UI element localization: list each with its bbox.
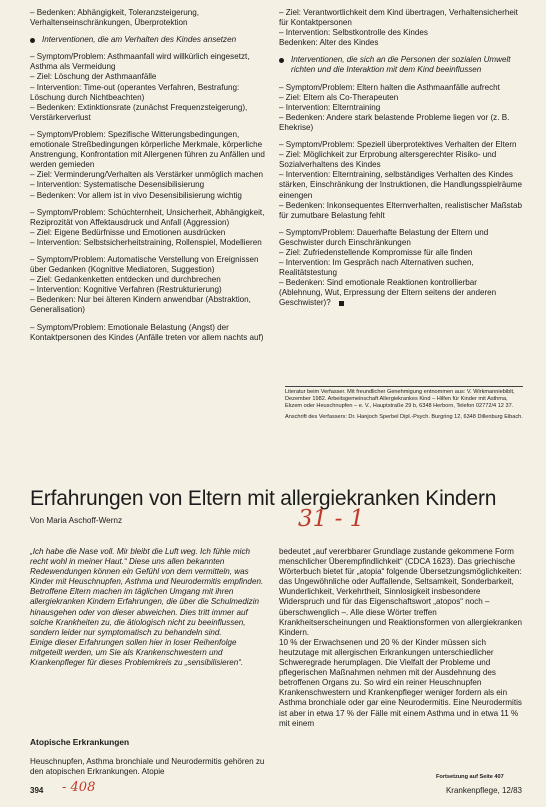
article-author: Von Maria Aschoff-Wernz: [30, 516, 123, 525]
symptom-block-text: – Symptom/Problem: Asthmaanfall wird willkürlich eingesetzt, Asthma als Vermeidung – Ziel: Löschung der Asthmaanfälle – Intervention: Time-out (operantes Verfahren, Bestrafung: Löschung durch Nichtbeachten) – Bedenken: Extinktionsrate (zunächst Frequenzsteigerung), Verstärkerverlust: [30, 52, 250, 122]
article-right-column: [279, 547, 522, 730]
right-body-text: bedeutet „auf vererbbarer Grundlage zustande gekommene Form menschlicher Überempfindlichkeit“ (CDCA 1623). Das griechische Wörterbuch bietet für „atopia“ folgende Übersetzungsmöglichkeiten: das Ungewöhnliche oder Auffallende, Seltsamkeit, Sonderbarkeit, Wunderlichkeit, Verkehrtheit, Sinnlosigkeit insbesondere Widerspruch und für das Eigenschaftswort „atopos“ noch – überschwenglich –. Alle diese Wörter treffen Krankheitserscheinungen und Reaktionsformen von allergiekranken Kindern. 10 % der Erwachsenen und 20 % der Kinder müssen sich heutzutage mit allergischen Erkrankungen unterschiedlicher Schweregrade herumplagen. Die Vielfalt der Probleme und pflegerischen Maßnahmen nehmen mit der Ausdehnung des betroffenen Organs zu. So wird ein reiner Heuschnupfen Krankenschwestern und Krankenpfleger weniger fordern als ein Asthma bronchiale oder gar eine Neurodermitis. Eine Neurodermitis ist aber in etwa 17 % der Fälle mit einem Asthma und in etwa 11 % mit einem: [279, 547, 522, 728]
symptom-block: [30, 52, 268, 123]
symptom-block: [30, 255, 268, 316]
handwritten-page-note: - 408: [62, 780, 96, 795]
symptom-block: [30, 208, 268, 248]
symptom-block: [279, 8, 522, 48]
intervention-heading-text: Interventionen, die am Verhalten des Kindes ansetzen: [42, 35, 237, 45]
bullet-icon: [30, 38, 35, 43]
symptom-block: [30, 8, 268, 28]
author-address: Anschrift des Verfassers: Dr. Hanjoch Sperbel Dipl.-Psych. Burgring 12, 6348 Dillenburg Eibach.: [285, 414, 523, 420]
symptom-block-text: – Symptom/Problem: Automatische Verstellung von Ereignissen über Gedanken (Kognitive Mediatoren, Suggestion) – Ziel: Gedankenketten entdecken und durchbrechen – Intervention: Kognitive Verfahren (Restrukturierung) – Bedenken: Nur bei älteren Kindern anwendbar (Abstraktion, Generalisation): [30, 254, 259, 315]
symptom-block-text: – Ziel: Verantwortlichkeit dem Kind übertragen, Verhaltensicherheit für Kontaktpersonen – Intervention: Selbstkontrolle des Kindes Bedenken: Alter des Kindes: [279, 8, 518, 48]
symptom-block-text: – Symptom/Problem: Speziell überprotektives Verhalten der Eltern – Ziel: Möglichkeit zur Erprobung altersgerechter Risiko- und Sozialverhaltens des Kindes – Intervention: Elterntraining, selbständiges Verhalten des Kindes stärken, Einschränkung der Instruktionen, die Handlungsspielräume einengen – Bedenken: Inkonsequentes Elternverhalten, realistischer Maßstab für zumutbare Belastung fehlt: [279, 140, 522, 220]
symptom-block-text: – Symptom/Problem: Emotionale Belastung (Angst) der Kontaktpersonen des Kindes (Anfälle treten vor allem nachts auf): [30, 322, 264, 342]
symptom-block: [30, 130, 268, 201]
symptom-block: [30, 323, 268, 343]
symptom-block-text: – Symptom/Problem: Schüchternheit, Unsicherheit, Abhängigkeit, Reziprozität von Affektausdruck und Anfall (Aggression) – Ziel: Eigene Bedürfnisse und Emotionen ausdrücken – Intervention: Selbstsicherheitstraining, Rollenspiel, Modellieren: [30, 207, 265, 247]
end-mark-icon: [339, 301, 344, 306]
symptom-block-text: – Symptom/Problem: Spezifische Witterungsbedingungen, emotionale Streßbedingungen körperliche Merkmale, körperliche Anstrengung, Konfrontation mit Allergenen führen zu Anfällen und werden gemieden – Ziel: Verminderung/Verhalten als Verstärker unmöglich machen – Intervention: Systematische Desensibilisierung – Bedenken: Vor allem ist in vivo Desensibilisierung wichtig: [30, 129, 265, 200]
symptom-block-text: – Symptom/Problem: Dauerhafte Belastung der Eltern und Geschwister durch Einschränkungen – Ziel: Zufriedenstellende Kompromisse für alle finden – Intervention: Im Gespräch nach Alternativen suchen, Realitätstestung – Bedenken: Sind emotionale Reaktionen kontrollierbar (Ablehnung, Wut, Erpressung der Eltern seitens der anderen Geschwister)?: [279, 227, 497, 308]
intervention-heading: [30, 35, 268, 45]
intervention-heading-text: Interventionen, die sich an die Personen der sozialen Umwelt richten und die Interaktion mit dem Kind beeinflussen: [291, 55, 511, 75]
article-intro: [30, 547, 268, 668]
right-column-top: [279, 8, 522, 316]
page-number: 394: [30, 786, 44, 795]
symptom-block: [279, 228, 522, 309]
reference-block: [285, 386, 523, 425]
intro-text: „Ich habe die Nase voll. Mir bleibt die Luft weg. Ich fühle mich recht wohl in meiner Haut.“ Diese uns allen bekannten Redewendungen können ein Gefühl von dem vermitteln, was Kinder mit Heuschnupfen, Asthma und Neurodermitis empfinden. Betroffene Eltern machen im täglichen Umgang mit ihren allergiekranken Kindern Erfahrungen, die über die Schulmedizin hinausgehen oder von dieser abweichen. Dies tritt immer auf solche Krankheiten zu, die ätiologisch nicht zu beeinflussen, sondern leider nur symptomatisch zu behandeln sind. Einige dieser Erfahrungen sollen hier in loser Reihenfolge mitgeteilt werden, um Sie als Krankenschwestern und Krankenpfleger für dieses Problemkreis zu „sensibilisieren“.: [30, 547, 264, 668]
section-text: Heuschnupfen, Asthma bronchiale und Neurodermitis gehören zu den atopischen Erkrankungen. Atopie: [30, 757, 265, 777]
left-column-top: [30, 8, 268, 350]
section-heading: Atopische Erkrankungen: [30, 737, 130, 747]
symptom-block-text: – Bedenken: Abhängigkeit, Toleranzsteigerung, Verhaltenseinschränkungen, Überprotektion: [30, 8, 200, 28]
bullet-icon: [279, 58, 284, 63]
handwritten-annotation: 31 - 1: [298, 506, 365, 532]
journal-footer: Krankenpflege, 12/83: [445, 786, 522, 795]
symptom-block: [279, 140, 522, 221]
symptom-block: [279, 83, 522, 133]
article-title: Erfahrungen von Eltern mit allergiekranken Kindern: [30, 487, 497, 510]
symptom-block-text: – Symptom/Problem: Eltern halten die Asthmaanfälle aufrecht – Ziel: Eltern als Co-Therapeuten – Intervention: Elterntraining – Bedenken: Andere stark belastende Probleme liegen vor (z. B. Ehekrise): [279, 82, 510, 132]
intervention-heading: [279, 55, 522, 75]
continued-note: Fortsetzung auf Seite 407: [436, 774, 504, 780]
literature-note: Literatur beim Verfasser. Mit freundlicher Genehmigung entnommen aus: V. Wirkmanniebiblt, Dezember 1982. Arbeitsgemeinschaft Allergiekrankes Kind – Hilfen für Kinder mit Asthma, Ekzem oder Heuschnupfen – e. V., Hauptstraße 29 b, 6348 Herborn, Telefon 02772/4 12 37.: [285, 389, 515, 409]
